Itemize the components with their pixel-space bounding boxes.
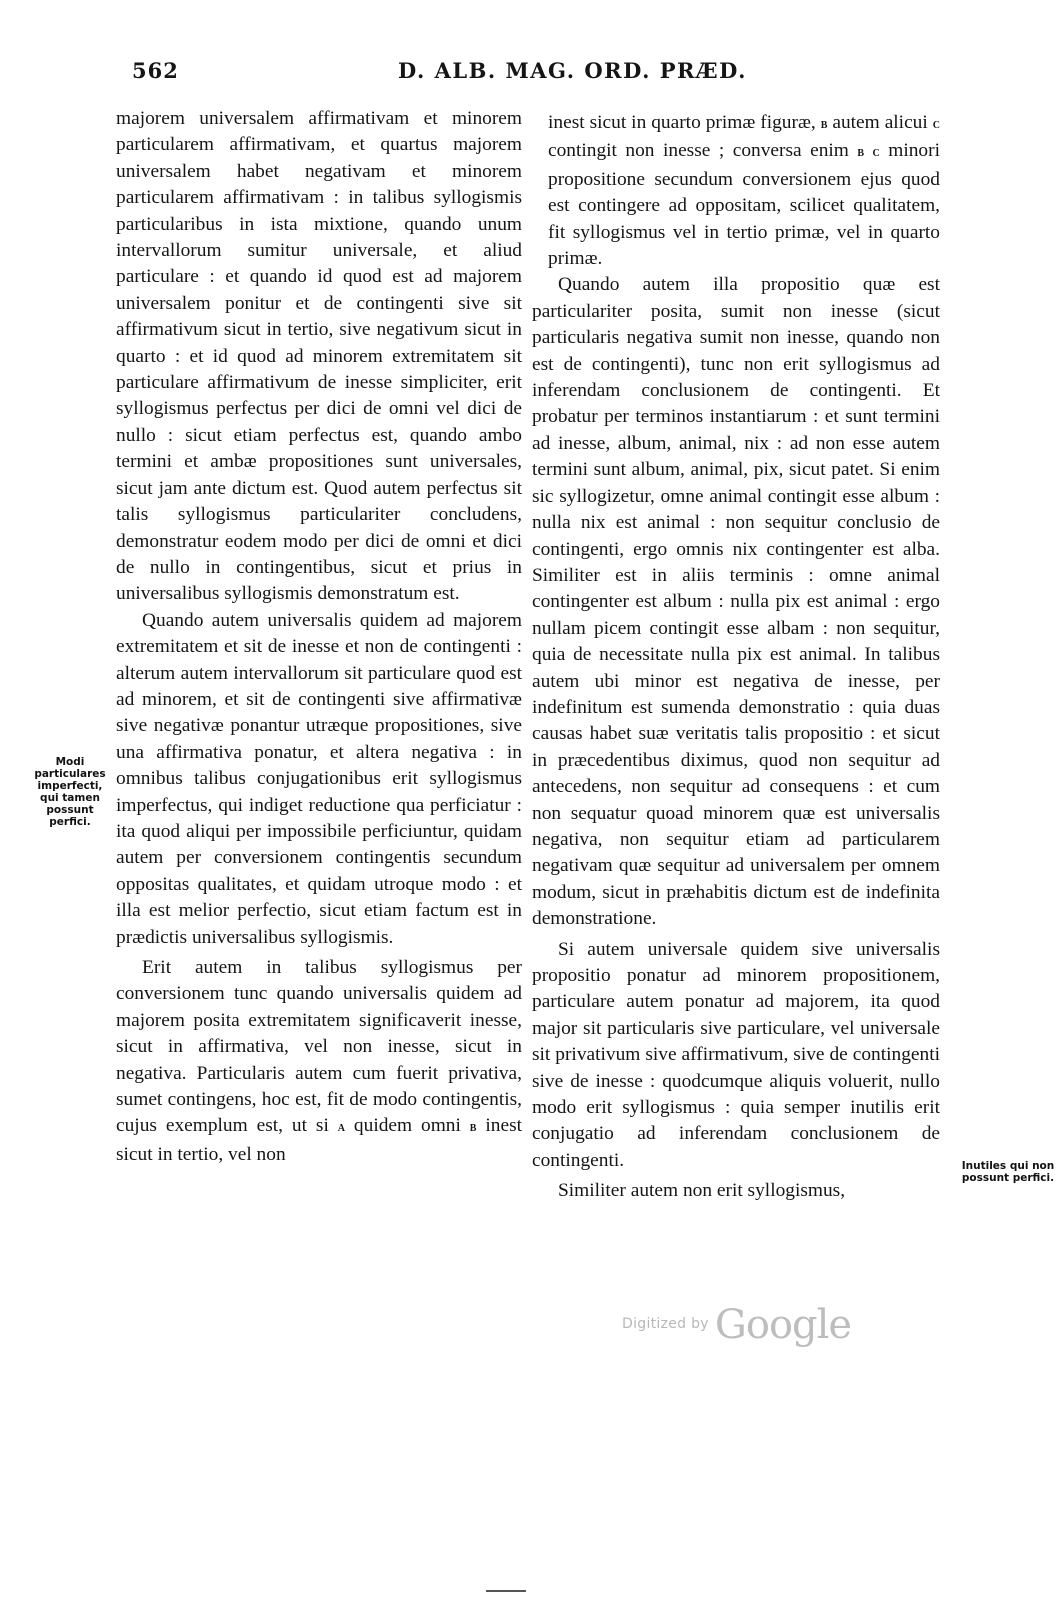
left-paragraph-2: Quando autem universalis quidem ad majorem extremitatem et sit de inesse et non de contingenti : alterum autem intervallorum sit particulare quod est ad minorem, et sit de contingenti sive affirmativæ sive negativæ ponantur utræque propositiones, sive una affirmativa ponatur, et altera negativa : in omnibus talibus conjugationibus erit syllogismus imperfectus, qui indiget reductione qua perficiatur : ita quod aliqui per impossibile perficiuntur, quidam autem per conversionem contingentis secundum oppositas qualitates, et quidam utroque modo : et illa est melior perfectio, sicut etiam factum est in prædictis universalibus syllogismis.: [116, 609, 522, 948]
left-paragraph-3: [116, 955, 522, 1168]
page-header: [0, 58, 1064, 94]
digitized-watermark: [622, 1302, 851, 1362]
page-number: 562: [132, 58, 179, 83]
left-column: [116, 106, 522, 1168]
running-title: D. ALB. MAG. ORD. PRÆD.: [398, 58, 747, 83]
right-paragraph-1-text-b: autem alicui: [832, 112, 928, 133]
right-column: [532, 110, 940, 1205]
left-paragraph-3-text-b: quidem omni: [353, 1115, 461, 1137]
right-paragraph-2: Quando autem illa propositio quæ est particulariter posita, sumit non inesse (sicut particularis negativa sumit non inesse, quando non est de contingenti), tunc non erit syllogismus ad inferendam conclusionem de contingenti. Et probatur per terminos instantiarum : et sunt termini ad inesse, album, animal, nix : ad non esse autem termini sunt album, animal, pix, sicut patet. Si enim sic syllogizetur, omne animal contingit esse album : nulla nix est animal : non sequitur conclusio de contingenti, ergo omnis nix contingenter est alba. Similiter est in aliis terminis : omne animal contingenter est album : nulla pix est animal : ergo nullam picem contingit esse albam : non sequitur, quia de necessitate nulla pix est animal. In talibus autem ubi minor est negativa de inesse, per indefinitum est sumenda demonstratio : quia duas causas habet suæ veritatis talis propositio : et sicut in præcedentibus diximus, quod non sequitur ad antecedens, non sequitur ad consequens : et cum non sequatur quoad minorem quæ est universalis negativa, non sequitur etiam ad particularem negativam quæ sequitur ad universalem per omnem modum, sicut in præhabitis dictum est de indefinita demonstratione.: [532, 274, 940, 930]
margin-note-right: Inutiles qui non possunt perfici.: [961, 1160, 1055, 1184]
term-letter-c: c: [932, 117, 940, 132]
right-paragraph-1-text-d: minori propositione secundum conversionem ejus quod est contingere ad oppositam, scilicet qualitatem, fit syllogismus vel in tertio primæ, vel in quarto primæ.: [548, 140, 940, 270]
term-letter-c: c: [872, 145, 880, 161]
right-paragraph-4: Similiter autem non erit syllogismus,: [558, 1180, 846, 1202]
right-paragraph-3: Si autem universale quidem sive universalis propositio ponatur ad minorem propositionem, particulare autem ponatur ad majorem, ita quod major sit particularis sive particulare, vel universale sit privativum sive affirmativum, sive de contingenti sive de inesse : quodcumque aliquis voluerit, nullo modo erit syllogismus : quia semper inutilis erit conjugatio ad inferendam conclusionem de contingenti.: [532, 938, 940, 1171]
term-letter-b: b: [820, 117, 828, 132]
term-letter-b: b: [469, 1120, 477, 1136]
bottom-edge-mark: [486, 1590, 526, 1592]
google-logo: Google: [714, 1302, 852, 1348]
left-paragraph-1: majorem universalem affirmativam et minorem particularem affirmativam, et quartus majorem universalem habet negativam et minorem particularem affirmativam : in talibus syllogismis particularibus in ista mixtione, quando unum intervallorum sumitur universale, et aliud particulare : et quando id quod est ad majorem universalem ponitur et de contingenti sive sit affirmativum sicut in tertio, sive negativum sicut in quarto : et id quod ad minorem extremitatem sit particulare affirmativum de inesse simpliciter, erit syllogismus perfectus per dici de omni vel dici de nullo : sicut etiam perfectus est, quando ambo termini et ambæ propositiones sunt universales, sicut jam ante dictum est. Quod autem perfectus sit talis syllogismus particulariter concludens, demonstratur eodem modo per dici de omni et dici de nullo in contingentibus, sicut et prius in universalibus syllogismis demonstratum est.: [116, 108, 522, 605]
right-paragraph-1: [532, 110, 940, 272]
right-paragraph-1-text-c: contingit non inesse ; conversa enim: [548, 140, 849, 162]
term-letter-a: a: [337, 1120, 345, 1136]
left-paragraph-3-text-c: inest sicut in tertio, vel non: [116, 1115, 522, 1165]
term-letter-b: b: [857, 145, 865, 161]
left-paragraph-3-text-a: Erit autem in talibus syllogismus per conversionem tunc quando universalis quidem ad majorem posita extremitatem significaverit inesse, sicut in affirmativa, vel non inesse, sicut in negativa. Particularis autem cum fuerit privativa, sumet contingens, hoc est, fit de modo contingentis, cujus exemplum est, ut si: [116, 957, 522, 1137]
watermark-digitized-by: Digitized by: [622, 1316, 709, 1332]
margin-note-left: Modi particulares imperfecti, qui tamen possunt perfici.: [34, 756, 106, 828]
right-paragraph-1-text-a: inest sicut in quarto primæ figuræ,: [548, 112, 816, 133]
